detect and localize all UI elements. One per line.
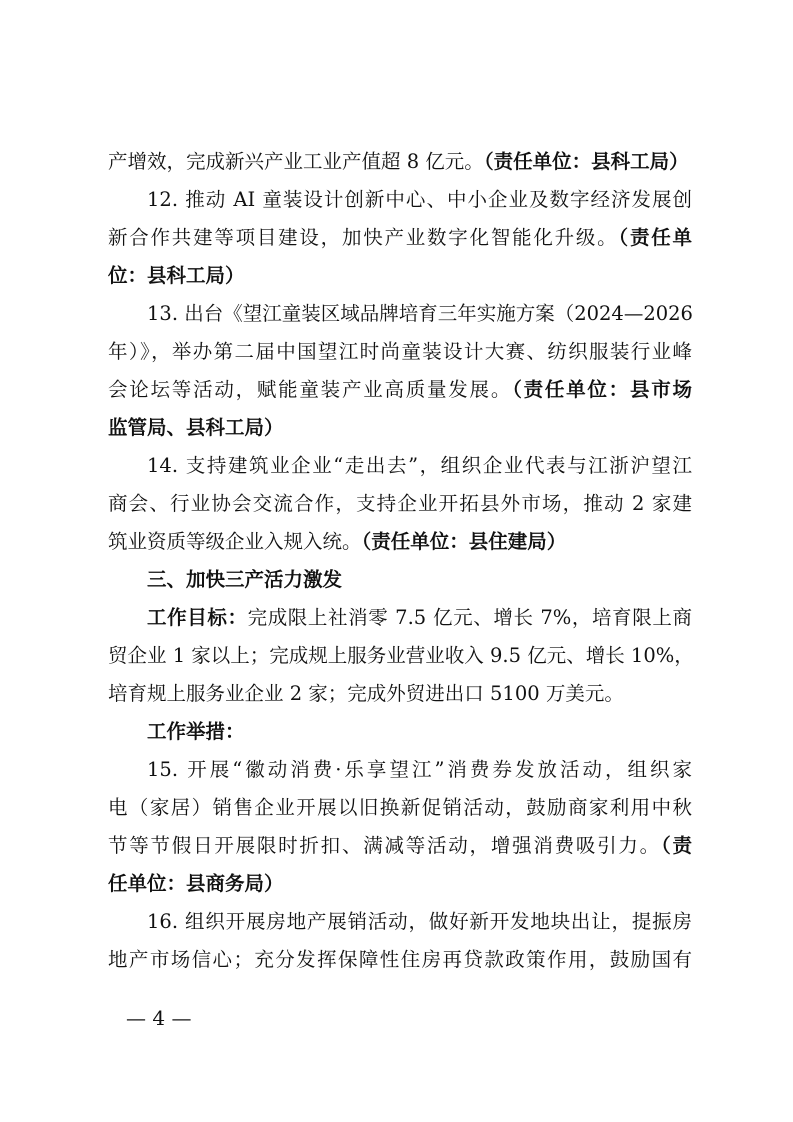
- page-number: — 4 —: [126, 1006, 192, 1030]
- text-line: 商会、行业协会交流合作，支持企业开拓县外市场，推动 2 家建: [108, 492, 692, 515]
- text-line: 培育规上服务业企业 2 家；完成外贸进出口 5100 万美元。: [108, 682, 624, 705]
- text-line: 位：县科工局）: [108, 264, 245, 287]
- text-line: 会论坛等活动，赋能童装产业高质量发展。（责任单位：县市场: [108, 378, 692, 401]
- text-line: 14. 支持建筑业企业“走出去”，组织企业代表与江浙沪望江: [147, 454, 692, 477]
- text-line: 16. 组织开展房地产展销活动，做好新开发地块出让，提振房: [147, 910, 692, 933]
- text-line: 12. 推动 AI 童装设计创新中心、中小企业及数字经济发展创: [147, 188, 692, 211]
- text-line: 地产市场信心；充分发挥保障性住房再贷款政策作用，鼓励国有: [108, 948, 692, 971]
- text-line: 年）》，举办第二届中国望江时尚童装设计大赛、纺织服装行业峰: [108, 340, 692, 363]
- subsection-heading: 工作举措：: [147, 720, 245, 743]
- text-line: 新合作共建等项目建设，加快产业数字化智能化升级。（责任单: [108, 226, 692, 249]
- text-line: 15. 开展“徽动消费·乐享望江”消费券发放活动，组织家: [147, 758, 692, 781]
- text-line: 贸企业 1 家以上；完成规上服务业营业收入 9.5 亿元、增长 10%，: [108, 644, 694, 667]
- text-line: 工作目标：完成限上社消零 7.5 亿元、增长 7%，培育限上商: [147, 606, 692, 629]
- text-line: 筑业资质等级企业入规入统。（责任单位：县住建局）: [108, 530, 567, 553]
- text-line: 电（家居）销售企业开展以旧换新促销活动，鼓励商家利用中秋: [108, 796, 692, 819]
- text-line: 产增效，完成新兴产业工业产值超 8 亿元。（责任单位：县科工局）: [108, 150, 689, 173]
- section-heading: 三、加快三产活力激发: [147, 568, 343, 591]
- text-line: 13. 出台《望江童装区域品牌培育三年实施方案（2024—2026: [147, 302, 693, 325]
- text-line: 监管局、县科工局）: [108, 416, 284, 439]
- text-line: 节等节假日开展限时折扣、满减等活动，增强消费吸引力。（责: [108, 834, 692, 857]
- text-line: 任单位：县商务局）: [108, 872, 284, 895]
